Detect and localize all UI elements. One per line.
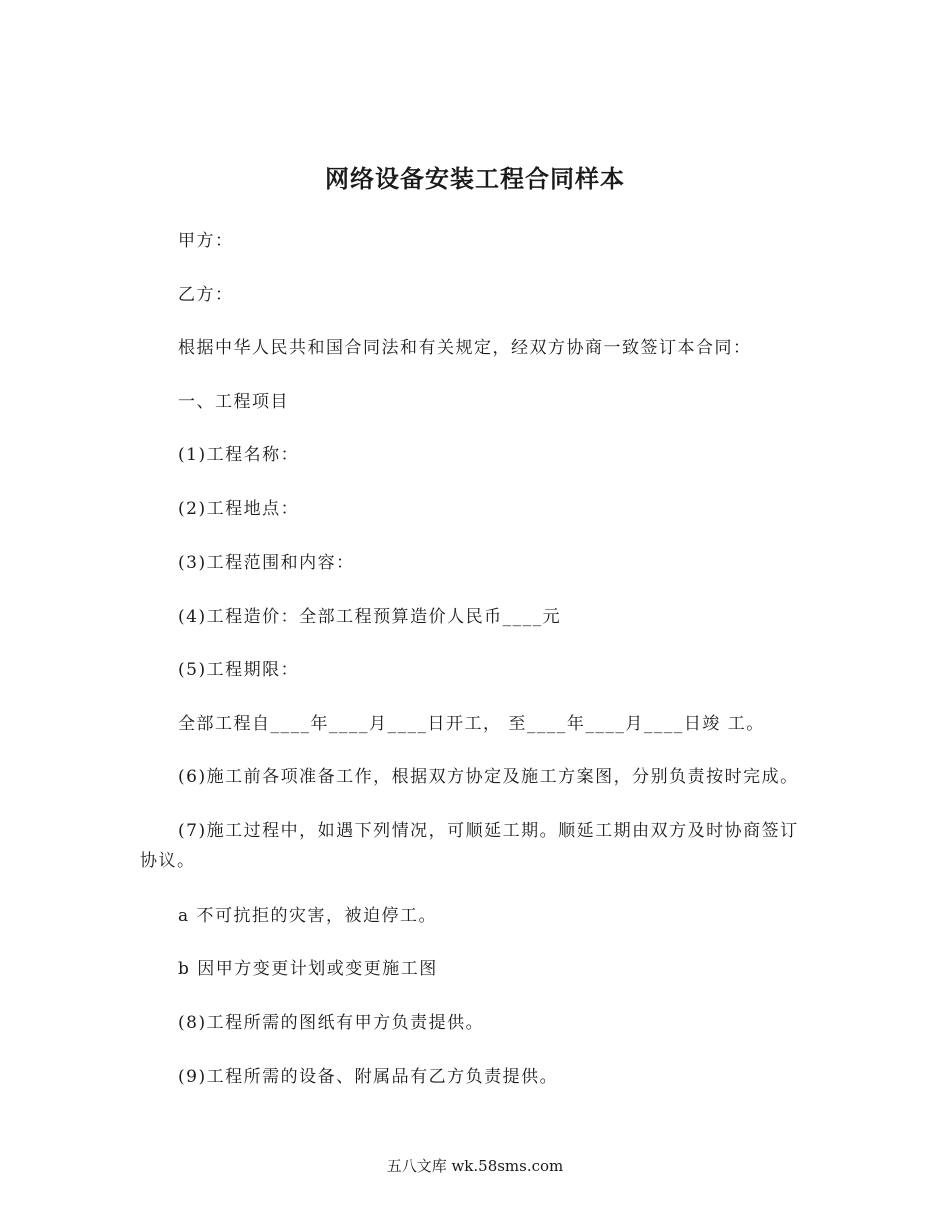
clause-3: (3)工程范围和内容： — [178, 553, 355, 573]
clause-6: (6)施工前各项准备工作，根据双方协定及施工方案图，分别负责按时完成。 — [178, 767, 799, 787]
clause-7-continuation: 协议。 — [140, 851, 196, 871]
party-b-line: 乙方： — [178, 285, 234, 305]
clause-8: (8)工程所需的图纸有甲方负责提供。 — [178, 1013, 485, 1033]
clause-1: (1)工程名称： — [178, 445, 300, 465]
document-title: 网络设备安装工程合同样本 — [325, 164, 625, 193]
section-heading: 一、工程项目 — [178, 392, 289, 412]
clause-9: (9)工程所需的设备、附属品有乙方负责提供。 — [178, 1067, 559, 1087]
schedule-line: 全部工程自____年____月____日开工， 至____年____月____日竣 工。 — [178, 714, 765, 734]
clause-7-item-b: b 因甲方变更计划或变更施工图 — [178, 959, 438, 979]
clause-7: (7)施工过程中，如遇下列情况，可顺延工期。顺延工期由双方及时协商签订 — [178, 821, 799, 841]
clause-2: (2)工程地点： — [178, 499, 300, 519]
clause-7-item-a: a 不可抗拒的灾害，被迫停工。 — [178, 906, 438, 926]
party-a-line: 甲方： — [178, 231, 234, 251]
clause-5: (5)工程期限： — [178, 660, 300, 680]
clause-4: (4)工程造价：全部工程预算造价人民币____元 — [178, 607, 562, 627]
footer-watermark: 五八文库 wk.58sms.com — [386, 1157, 564, 1175]
preamble-line: 根据中华人民共和国合同法和有关规定，经双方协商一致签订本合同： — [178, 338, 752, 358]
